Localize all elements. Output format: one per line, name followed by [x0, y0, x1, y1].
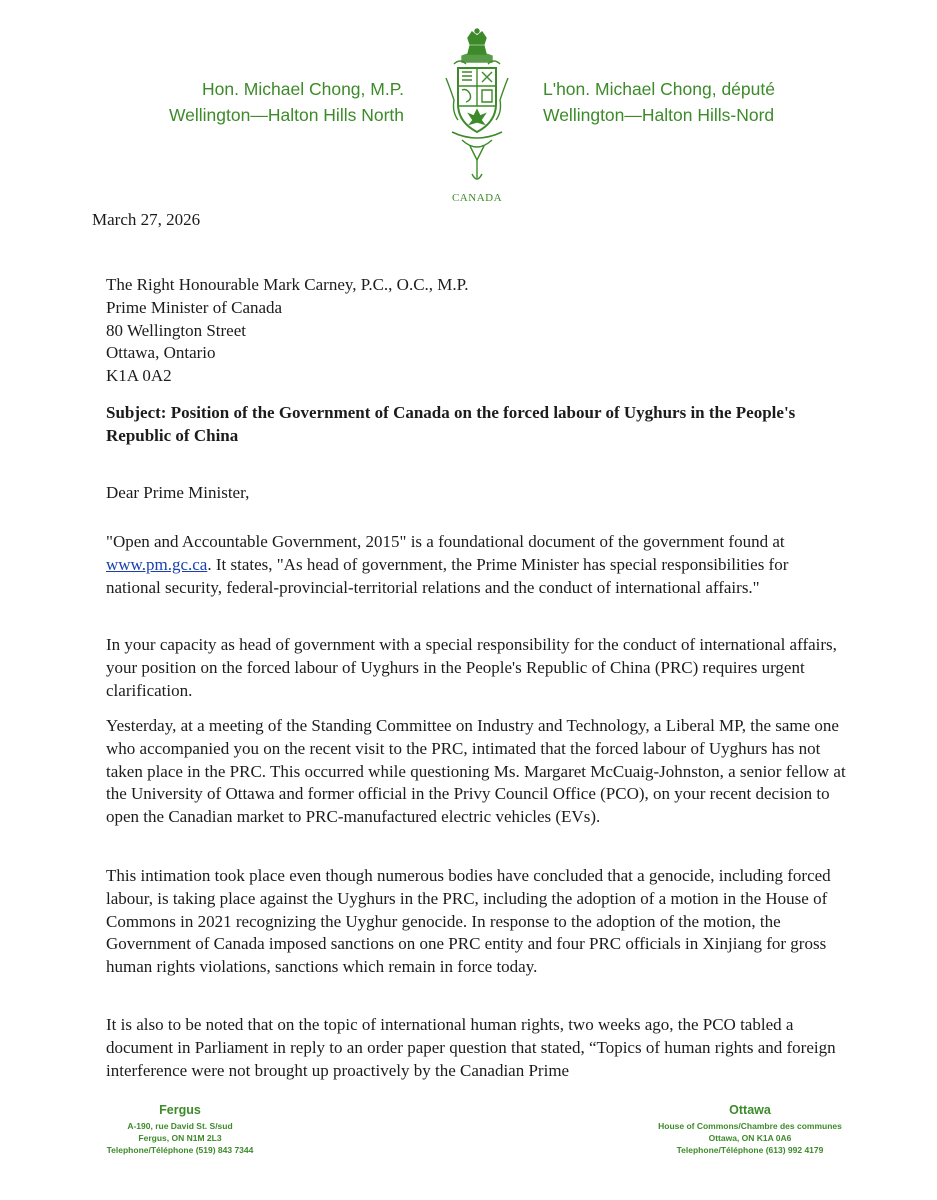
- paragraph-4: This intimation took place even though numerous bodies have concluded that a genocide, including forced labour, is taking place against the Uyghurs in the PRC, including the adoption of a motion in the House of Commons in 2021 recognizing the Uyghur genocide. In response to the adoption of the motion, the Government of Canada imposed sanctions on one PRC entity and four PRC officials in Xinjiang for gross human rights violations, sanctions which remain in force today.: [106, 866, 831, 977]
- recipient-title: Prime Minister of Canada: [106, 297, 283, 317]
- crest-label: CANADA: [451, 192, 503, 204]
- letterhead-french: [543, 76, 775, 128]
- riding-english: Wellington—Halton Hills North: [168, 105, 404, 125]
- letter-date: March 27, 2026: [92, 210, 201, 229]
- paragraph-3: Yesterday, at a meeting of the Standing Committee on Industry and Technology, a Liberal MP, the same one who accompanied you on the recent visit to the PRC, intimated that the forced labour of Uyghurs has not taken place in the PRC. This occurred while questioning Ms. Margaret McCuaig-Johnston, a senior fellow at the University of Ottawa and former official in the Privy Council Office (PCO), on your recent decision to open the Canadian market to PRC-manufactured electric vehicles (EVs).: [106, 716, 846, 827]
- footer-ottawa-office: [630, 1103, 870, 1156]
- footer-ottawa-title: Ottawa: [729, 1103, 771, 1117]
- footer-fergus-phone: Telephone/Téléphone (519) 843 7344: [106, 1145, 254, 1155]
- recipient-city: Ottawa, Ontario: [106, 343, 216, 363]
- footer-ottawa-address: House of Commons/Chambre des communes: [658, 1121, 842, 1131]
- recipient-address: [106, 274, 846, 388]
- footer-fergus-address: A-190, rue David St. S/sud: [127, 1121, 233, 1131]
- coat-of-arms-icon: [432, 28, 522, 188]
- recipient-street: 80 Wellington Street: [106, 320, 246, 340]
- footer-fergus-title: Fergus: [159, 1103, 201, 1117]
- recipient-postal-code: K1A 0A2: [106, 366, 172, 386]
- footer-ottawa-city: Ottawa, ON K1A 0A6: [708, 1133, 792, 1143]
- riding-french: Wellington—Halton Hills-Nord: [543, 105, 775, 125]
- paragraph-5: It is also to be noted that on the topic of international human rights, two weeks ago, the PCO tabled a document in Parliament in reply to an order paper question that stated, “Topics of human rights and foreign interference were not brought up proactively by the Canadian Prime: [106, 1015, 836, 1080]
- paragraph-1-start: "Open and Accountable Government, 2015" is a foundational document of the government found at: [106, 532, 785, 551]
- footer-ottawa-phone: Telephone/Téléphone (613) 992 4179: [676, 1145, 824, 1155]
- paragraph-1: [106, 531, 846, 599]
- mp-name-english: Hon. Michael Chong, M.P.: [201, 79, 404, 99]
- paragraph-1-end: . It states, "As head of government, the Prime Minister has special responsibilities for national security, federal-provincial-territorial relations and the conduct of international affairs.": [106, 554, 789, 597]
- mp-name-french: L'hon. Michael Chong, député: [543, 79, 775, 99]
- letterhead-english: [0, 76, 404, 128]
- footer-fergus-office: [60, 1103, 300, 1156]
- recipient-name: The Right Honourable Mark Carney, P.C., O.C., M.P.: [106, 275, 469, 294]
- pm-website-link[interactable]: www.pm.gc.ca: [106, 554, 208, 574]
- salutation: Dear Prime Minister,: [106, 483, 250, 502]
- footer-fergus-city: Fergus, ON N1M 2L3: [138, 1133, 222, 1143]
- subject-line: Subject: Position of the Government of Canada on the forced labour of Uyghurs in the People's Republic of China: [106, 403, 796, 445]
- paragraph-2: In your capacity as head of government with a special responsibility for the conduct of international affairs, your position on the forced labour of Uyghurs in the People's Republic of China (PRC) requires urgent clarification.: [106, 635, 837, 700]
